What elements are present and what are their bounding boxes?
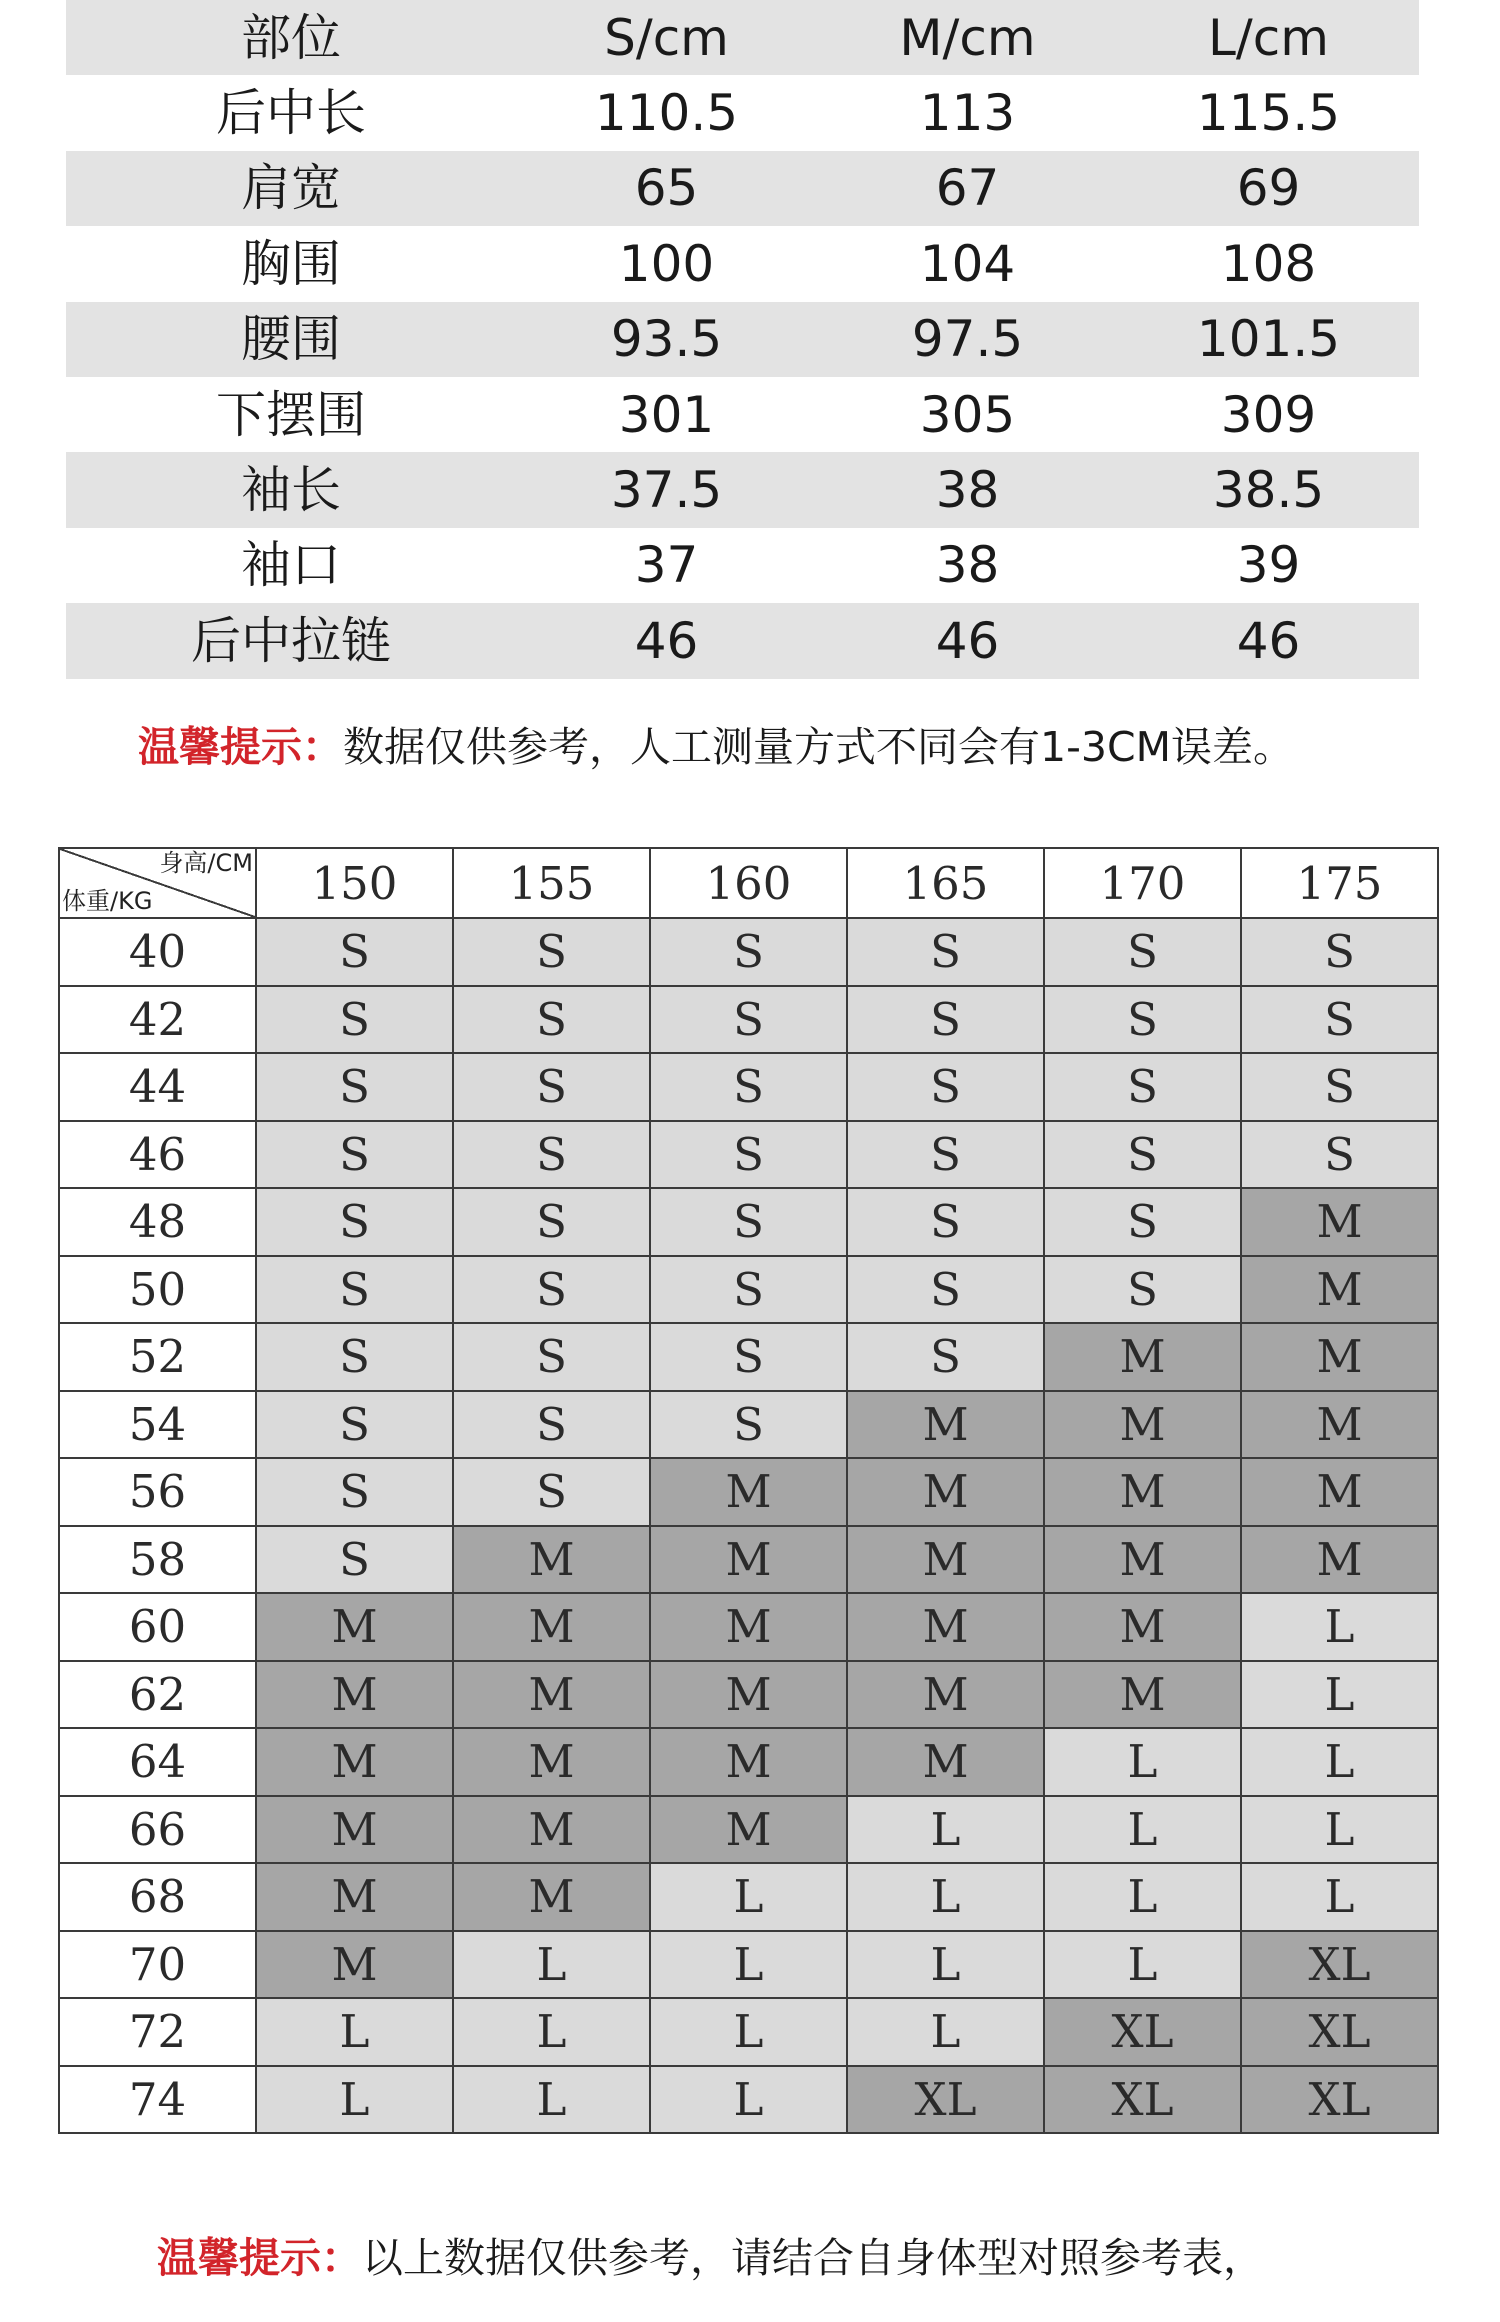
weight-cell: 52 [59,1323,256,1391]
measurement-value: 39 [1236,536,1301,595]
weight-cell: 66 [59,1796,256,1864]
size-cell: M [1044,1593,1241,1661]
measurement-value: 309 [1220,385,1317,444]
measurement-row [66,603,1419,678]
size-cell: S [847,918,1044,986]
size-cell: S [1044,1188,1241,1256]
size-cell: S [1044,1256,1241,1324]
weight-cell: 56 [59,1458,256,1526]
size-cell: S [847,1053,1044,1121]
size-chart-row [59,918,1438,986]
size-cell: S [847,1323,1044,1391]
size-cell: M [847,1661,1044,1729]
size-cell: M [847,1728,1044,1796]
size-chart-header-row [59,848,1438,918]
weight-cell: 44 [59,1053,256,1121]
size-cell: M [453,1863,650,1931]
height-header-cell: 175 [1241,848,1438,918]
measurement-part-name: 后中拉链 [191,611,391,670]
measurement-row [66,75,1419,150]
size-cell: M [650,1728,847,1796]
size-cell: L [1044,1728,1241,1796]
measurement-part-name: 肩宽 [241,159,341,218]
size-cell: S [1044,918,1241,986]
measurement-part-name: 下摆围 [216,385,366,444]
size-cell: S [650,918,847,986]
size-cell: M [650,1593,847,1661]
size-cell: M [453,1661,650,1729]
measurement-row [66,226,1419,301]
size-cell: M [847,1526,1044,1594]
tip-notice-2 [157,2234,1264,2282]
column-header-l: L/cm [1208,8,1329,67]
height-header-cell: 170 [1044,848,1241,918]
weight-cell: 74 [59,2066,256,2134]
size-chart-row [59,986,1438,1054]
size-cell: S [650,1188,847,1256]
size-cell: S [453,1256,650,1324]
size-cell: XL [1241,2066,1438,2134]
size-cell: L [453,1998,650,2066]
size-cell: S [453,918,650,986]
size-chart-row [59,1998,1438,2066]
size-cell: XL [847,2066,1044,2134]
size-chart-row [59,1661,1438,1729]
size-cell: S [256,1256,453,1324]
corner-weight-label: 体重/KG [62,887,153,915]
measurement-value: 93.5 [610,310,723,369]
measurement-value: 38 [935,461,1000,520]
size-cell: L [256,1998,453,2066]
tip-text: 以上数据仅供参考，请结合自身体型对照参考表， [362,2234,1264,2282]
size-cell: S [256,1526,453,1594]
measurement-part-name: 胸围 [241,234,341,293]
size-cell: L [1241,1728,1438,1796]
size-cell: S [453,1053,650,1121]
size-cell: M [1241,1323,1438,1391]
size-cell: S [453,1323,650,1391]
height-header-cell: 160 [650,848,847,918]
size-chart-row [59,1728,1438,1796]
size-cell: S [847,1256,1044,1324]
size-cell: M [1044,1458,1241,1526]
size-cell: S [1241,986,1438,1054]
size-cell: S [256,1391,453,1459]
size-cell: S [1241,1121,1438,1189]
measurement-value: 115.5 [1196,84,1341,143]
size-chart-row [59,1796,1438,1864]
size-cell: M [1044,1526,1241,1594]
size-cell: XL [1044,2066,1241,2134]
weight-cell: 62 [59,1661,256,1729]
size-cell: L [847,1863,1044,1931]
size-cell: M [650,1526,847,1594]
size-chart-row [59,1053,1438,1121]
size-cell: M [1241,1188,1438,1256]
size-cell: L [650,2066,847,2134]
measurement-table [66,0,1419,679]
size-cell: L [256,2066,453,2134]
size-cell: M [1241,1526,1438,1594]
size-cell: L [453,1931,650,1999]
size-cell: L [650,1998,847,2066]
size-chart-table [58,847,1439,2134]
size-cell: L [1044,1863,1241,1931]
size-cell: M [1044,1661,1241,1729]
measurement-value: 65 [634,159,699,218]
measurement-value: 108 [1220,234,1317,293]
size-chart-row [59,1323,1438,1391]
size-cell: S [847,1188,1044,1256]
size-cell: S [256,1323,453,1391]
size-cell: L [847,1998,1044,2066]
size-cell: L [1241,1593,1438,1661]
measurement-value: 113 [919,84,1016,143]
size-chart-row [59,1931,1438,1999]
size-cell: M [453,1526,650,1594]
measurement-part-name: 袖长 [241,461,341,520]
weight-cell: 68 [59,1863,256,1931]
size-cell: S [453,1188,650,1256]
weight-cell: 54 [59,1391,256,1459]
measurement-value: 305 [919,385,1016,444]
measurement-value: 301 [618,385,715,444]
measurement-value: 100 [618,234,715,293]
size-cell: S [847,986,1044,1054]
tip-label: 温馨提示： [157,2234,362,2282]
size-cell: S [847,1121,1044,1189]
size-cell: L [650,1863,847,1931]
size-cell: S [1044,1121,1241,1189]
measurement-row [66,528,1419,603]
measurement-row [66,377,1419,452]
size-cell: M [1241,1391,1438,1459]
measurement-value: 46 [1236,611,1301,670]
size-cell: S [453,1391,650,1459]
measurement-part-name: 袖口 [241,536,341,595]
size-cell: M [847,1593,1044,1661]
measurement-value: 46 [935,611,1000,670]
size-cell: S [1241,918,1438,986]
corner-cell [59,848,256,918]
size-cell: M [650,1458,847,1526]
size-cell: M [1044,1323,1241,1391]
measurement-value: 37.5 [610,461,723,520]
measurement-value: 67 [935,159,1000,218]
size-cell: S [1044,986,1241,1054]
column-header-m: M/cm [899,8,1036,67]
size-cell: M [453,1593,650,1661]
size-cell: M [650,1661,847,1729]
measurement-header-row [66,0,1419,75]
measurement-value: 104 [919,234,1016,293]
size-cell: L [650,1931,847,1999]
size-cell: M [256,1593,453,1661]
measurement-row [66,151,1419,226]
size-chart-row [59,1526,1438,1594]
size-cell: S [256,1121,453,1189]
size-chart-row [59,1121,1438,1189]
weight-cell: 46 [59,1121,256,1189]
column-header-s: S/cm [604,8,729,67]
size-cell: L [847,1931,1044,1999]
size-cell: M [650,1796,847,1864]
measurement-value: 101.5 [1196,310,1341,369]
size-cell: M [256,1728,453,1796]
weight-cell: 42 [59,986,256,1054]
measurement-body [66,75,1419,678]
size-cell: L [1044,1796,1241,1864]
size-cell: M [256,1863,453,1931]
size-cell: S [453,1121,650,1189]
size-cell: M [1044,1391,1241,1459]
column-header-part: 部位 [241,8,341,67]
size-cell: S [1241,1053,1438,1121]
size-cell: S [256,1458,453,1526]
size-cell: S [650,1256,847,1324]
tip-label: 温馨提示： [138,723,343,771]
measurement-value: 97.5 [911,310,1024,369]
size-cell: S [256,1053,453,1121]
weight-cell: 60 [59,1593,256,1661]
size-cell: L [1044,1931,1241,1999]
size-cell: M [1241,1458,1438,1526]
size-cell: S [256,918,453,986]
size-cell: M [453,1796,650,1864]
size-cell: S [650,1391,847,1459]
size-cell: M [256,1796,453,1864]
size-cell: M [256,1661,453,1729]
size-cell: L [1241,1863,1438,1931]
size-cell: S [650,1053,847,1121]
size-cell: XL [1044,1998,1241,2066]
size-cell: S [650,986,847,1054]
size-chart-row [59,1188,1438,1256]
measurement-row [66,302,1419,377]
size-chart-row [59,1863,1438,1931]
size-chart-row [59,1458,1438,1526]
size-cell: M [847,1458,1044,1526]
size-cell: L [847,1796,1044,1864]
size-cell: S [256,1188,453,1256]
size-cell: M [453,1728,650,1796]
measurement-value: 38.5 [1212,461,1325,520]
size-cell: S [1044,1053,1241,1121]
size-chart-row [59,1593,1438,1661]
height-header-cell: 155 [453,848,650,918]
tip-text: 数据仅供参考，人工测量方式不同会有1-3CM误差。 [343,723,1294,771]
height-header-cell: 150 [256,848,453,918]
measurement-value: 38 [935,536,1000,595]
size-cell: XL [1241,1998,1438,2066]
size-cell: S [650,1323,847,1391]
measurement-value: 37 [634,536,699,595]
corner-height-label: 身高/CM [159,849,253,877]
size-cell: M [256,1931,453,1999]
height-header-cell: 165 [847,848,1044,918]
size-cell: S [256,986,453,1054]
weight-cell: 72 [59,1998,256,2066]
weight-cell: 50 [59,1256,256,1324]
measurement-part-name: 后中长 [216,84,366,143]
measurement-part-name: 腰围 [241,310,341,369]
measurement-row [66,452,1419,527]
size-chart-row [59,1256,1438,1324]
size-cell: S [650,1121,847,1189]
size-cell: M [847,1391,1044,1459]
measurement-value: 69 [1236,159,1301,218]
measurement-value: 110.5 [594,84,739,143]
size-cell: S [453,986,650,1054]
weight-cell: 58 [59,1526,256,1594]
size-cell: S [453,1458,650,1526]
size-chart-row [59,1391,1438,1459]
weight-cell: 64 [59,1728,256,1796]
size-cell: L [1241,1796,1438,1864]
weight-cell: 70 [59,1931,256,1999]
size-cell: M [1241,1256,1438,1324]
size-cell: L [1241,1661,1438,1729]
measurement-value: 46 [634,611,699,670]
weight-cell: 48 [59,1188,256,1256]
size-cell: L [453,2066,650,2134]
tip-notice-1 [138,723,1294,771]
size-chart-row [59,2066,1438,2134]
weight-cell: 40 [59,918,256,986]
size-cell: XL [1241,1931,1438,1999]
